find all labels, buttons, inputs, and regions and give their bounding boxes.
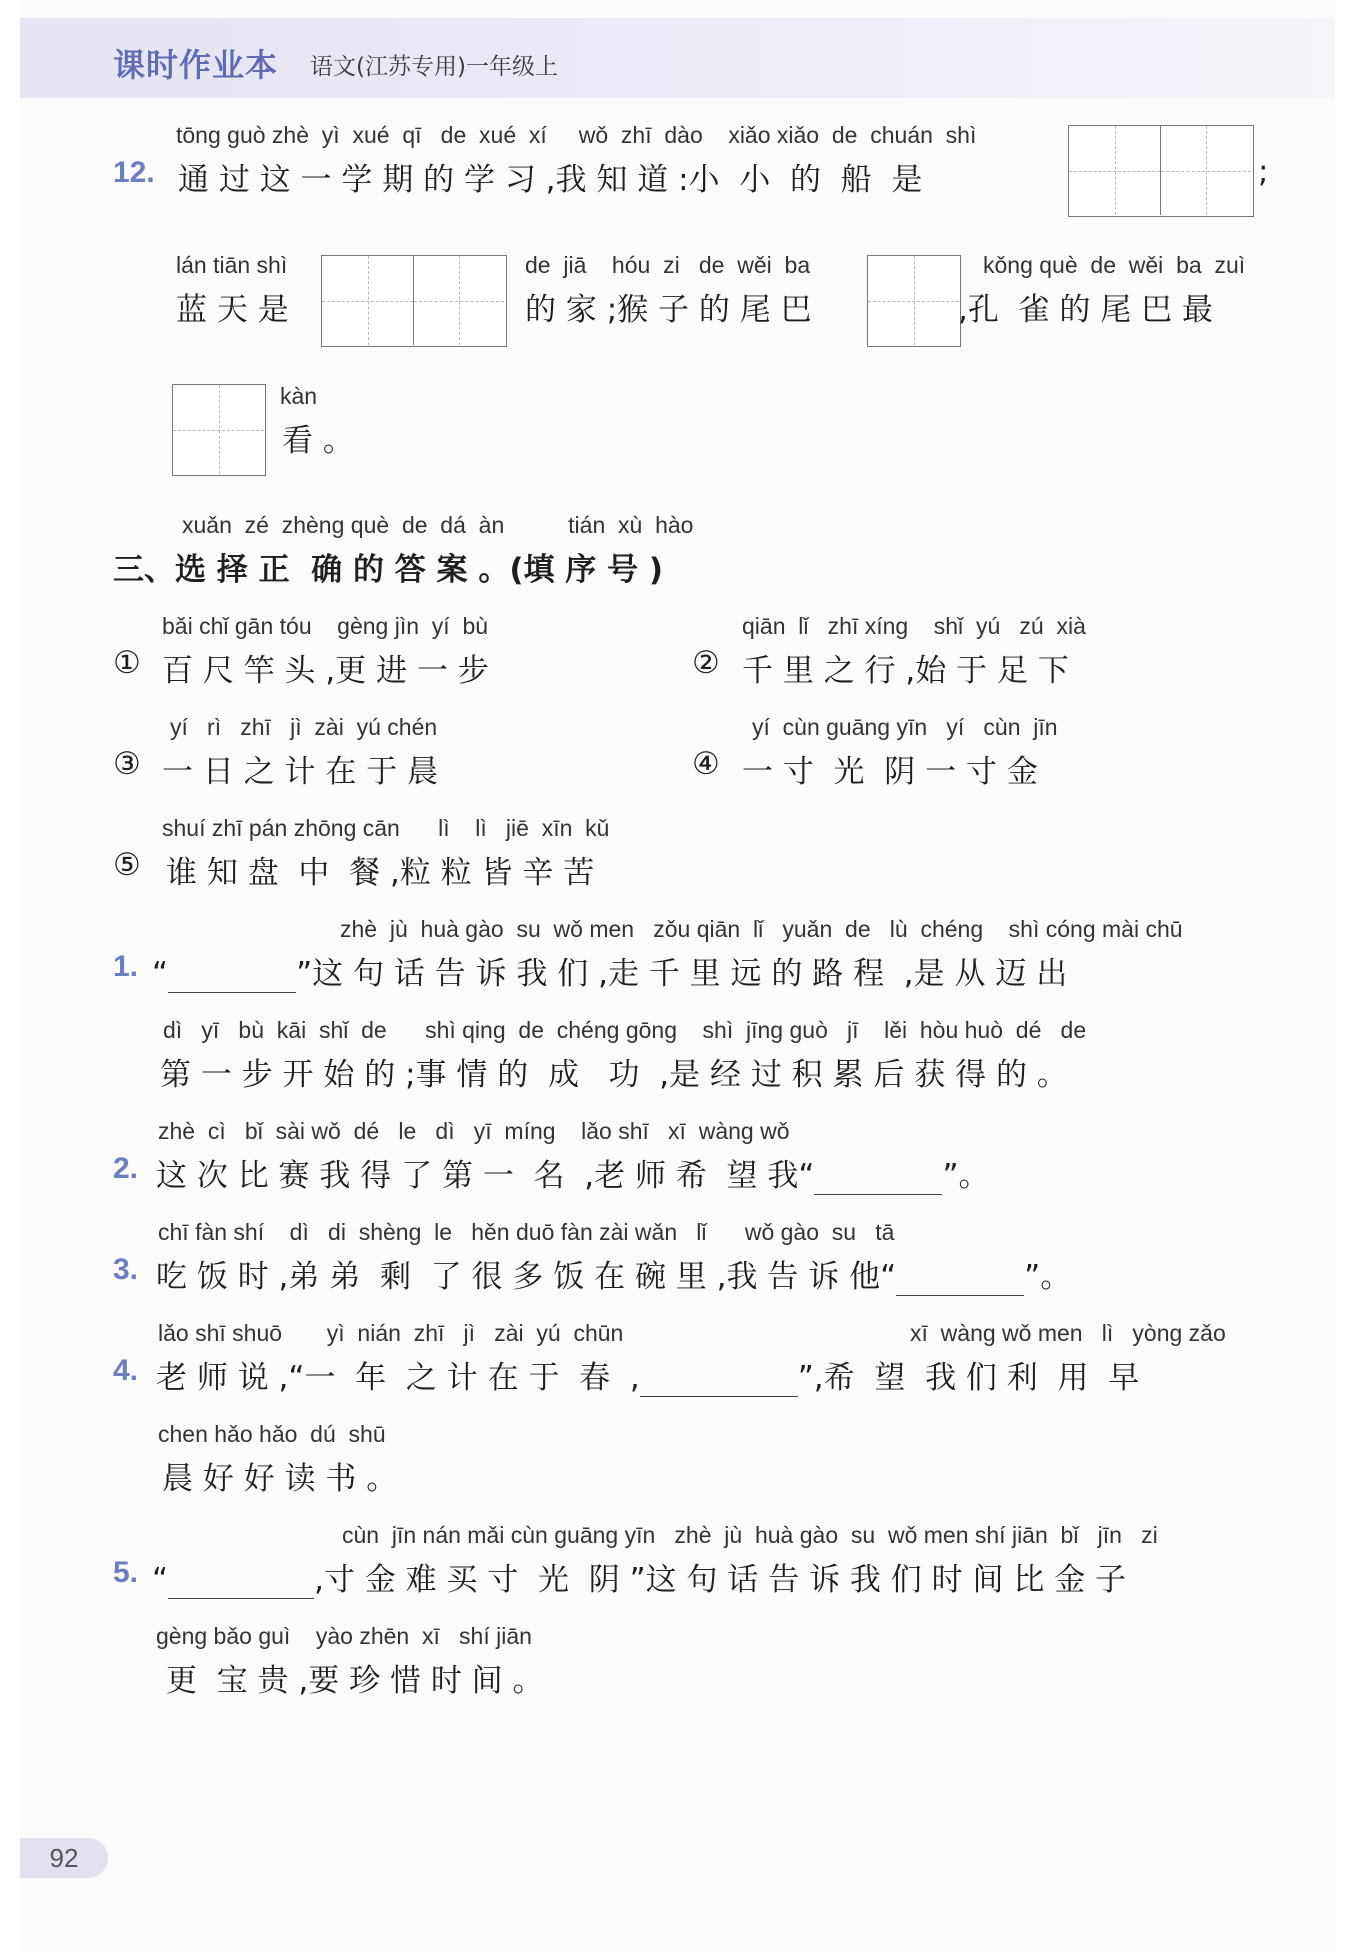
q4-pinyin-right: xī wàng wǒ men lì yòng zǎo <box>910 1320 1226 1346</box>
section3-pinyin: xuǎn zé zhèng què de dá àn tián xù hào <box>182 512 694 538</box>
book-title: 课时作业本 <box>113 46 279 84</box>
q4-text-end: ”,希 望 我 们 利 用 早 <box>797 1360 1140 1396</box>
q5-open-quote: “ <box>152 1562 169 1598</box>
option-4-mark: ④ <box>692 746 720 782</box>
q1-answer-blank[interactable] <box>168 962 296 993</box>
q4-row <box>156 1352 1139 1397</box>
q2-close-quote: ”。 <box>942 1158 990 1194</box>
q3-answer-blank[interactable] <box>896 1265 1024 1296</box>
q12-line2-pinyin-a: lán tiān shì <box>176 252 288 278</box>
q2-answer-blank[interactable] <box>814 1164 942 1195</box>
q3-close-quote: ”。 <box>1024 1259 1072 1295</box>
q12-line2-pinyin-b: de jiā hóu zi de wěi ba <box>525 252 811 278</box>
q12-line1-text: 通 过 这 一 学 期 的 学 习 ,我 知 道 :小 小 的 船 是 <box>178 162 923 198</box>
question-12-number: 12. <box>113 156 155 189</box>
question-3-number: 3. <box>113 1253 139 1286</box>
option-3-text: 一 日 之 计 在 于 晨 <box>162 754 439 790</box>
question-5-number: 5. <box>113 1556 139 1589</box>
book-subtitle: 语文(江苏专用)一年级上 <box>310 54 558 80</box>
question-1-number: 1. <box>113 950 139 983</box>
answer-grid-monkey-tail[interactable] <box>867 255 961 347</box>
q1-line1-pinyin: zhè jù huà gào su wǒ men zǒu qiān lǐ yuǎn de lù chéng shì cóng mài chū <box>340 916 1183 942</box>
page-number: 92 <box>20 1838 108 1878</box>
q5-line2-pinyin: gèng bǎo guì yào zhēn xī shí jiān <box>156 1623 532 1649</box>
q5-row <box>152 1554 1126 1599</box>
option-5-pinyin: shuí zhī pán zhōng cān lì lì jiē xīn kǔ <box>162 815 610 841</box>
question-2-number: 2. <box>113 1152 139 1185</box>
q5-line2-text: 更 宝 贵 ,要 珍 惜 时 间 。 <box>166 1663 544 1699</box>
section3-title: 三、选 择 正 确 的 答 案 。(填 序 号 ) <box>113 552 664 588</box>
q12-line2-pinyin-c: kǒng què de wěi ba zuì <box>983 252 1246 278</box>
q12-line1-semicolon: ; <box>1258 154 1269 190</box>
option-1-mark: ① <box>113 645 141 681</box>
q4-pinyin: lǎo shī shuō yì nián zhī jì zài yú chūn <box>158 1320 624 1346</box>
q1-line2-pinyin: dì yī bù kāi shǐ de shì qing de chéng gōng shì jīng guò jī lěi hòu huò dé de <box>163 1017 1087 1043</box>
q3-text: 吃 饭 时 ,弟 弟 剩 了 很 多 饭 在 碗 里 ,我 告 诉 他“ <box>156 1259 897 1295</box>
q12-line2-text-a: 蓝 天 是 <box>176 292 289 328</box>
option-5-mark: ⑤ <box>113 847 141 883</box>
option-1-text: 百 尺 竿 头 ,更 进 一 步 <box>162 653 489 689</box>
q5-text: ,寸 金 难 买 寸 光 阴 ”这 句 话 告 诉 我 们 时 间 比 金 子 <box>314 1562 1127 1598</box>
q12-line3-pinyin: kàn <box>280 383 318 409</box>
q4-answer-blank[interactable] <box>640 1366 798 1397</box>
q4-line2-text: 晨 好 好 读 书 。 <box>162 1461 398 1497</box>
q4-text: 老 师 说 ,“一 年 之 计 在 于 春 , <box>156 1360 640 1396</box>
q1-line2-text: 第 一 步 开 始 的 ;事 情 的 成 功 ,是 经 过 积 累 后 获 得 的 。 <box>160 1057 1068 1093</box>
answer-grid-boat[interactable] <box>1068 125 1254 217</box>
q12-line1-pinyin: tōng guò zhè yì xué qī de xué xí wǒ zhī dào xiǎo xiǎo de chuán shì <box>176 122 977 148</box>
q5-pinyin: cùn jīn nán mǎi cùn guāng yīn zhè jù huà gào su wǒ men shí jiān bǐ jīn zi <box>342 1522 1158 1548</box>
question-4-number: 4. <box>113 1354 139 1387</box>
option-3-pinyin: yí rì zhī jì zài yú chén <box>170 714 438 740</box>
option-2-mark: ② <box>692 645 720 681</box>
option-4-pinyin: yí cùn guāng yīn yí cùn jīn <box>752 714 1058 740</box>
q1-line1-row <box>152 948 1067 993</box>
q1-open-quote: “ <box>152 956 169 992</box>
option-2-text: 千 里 之 行 ,始 于 足 下 <box>742 653 1069 689</box>
option-5-text: 谁 知 盘 中 餐 ,粒 粒 皆 辛 苦 <box>166 855 595 891</box>
q3-row <box>156 1251 1071 1296</box>
q12-line3-text: 看 。 <box>282 423 354 459</box>
q2-row <box>156 1150 990 1195</box>
q5-answer-blank[interactable] <box>168 1568 314 1599</box>
answer-grid-peacock-tail[interactable] <box>172 384 266 476</box>
q1-line1-text: ”这 句 话 告 诉 我 们 ,走 千 里 远 的 路 程 ,是 从 迈 出 <box>296 956 1068 992</box>
q4-line2-pinyin: chen hǎo hǎo dú shū <box>158 1421 386 1447</box>
q2-pinyin: zhè cì bǐ sài wǒ dé le dì yī míng lǎo shī xī wàng wǒ <box>158 1118 790 1144</box>
q12-line2-text-c: ,孔 雀 的 尾 巴 最 <box>958 292 1213 328</box>
option-2-pinyin: qiān lǐ zhī xíng shǐ yú zú xià <box>742 613 1086 639</box>
option-3-mark: ③ <box>113 746 141 782</box>
option-1-pinyin: bǎi chǐ gān tóu gèng jìn yí bù <box>162 613 489 639</box>
answer-grid-blue-sky[interactable] <box>321 255 507 347</box>
q2-text: 这 次 比 赛 我 得 了 第 一 名 ,老 师 希 望 我“ <box>156 1158 815 1194</box>
q3-pinyin: chī fàn shí dì di shèng le hěn duō fàn zài wǎn lǐ wǒ gào su tā <box>158 1219 895 1245</box>
option-4-text: 一 寸 光 阴 一 寸 金 <box>742 754 1038 790</box>
q12-line2-text-b: 的 家 ;猴 子 的 尾 巴 <box>525 292 812 328</box>
